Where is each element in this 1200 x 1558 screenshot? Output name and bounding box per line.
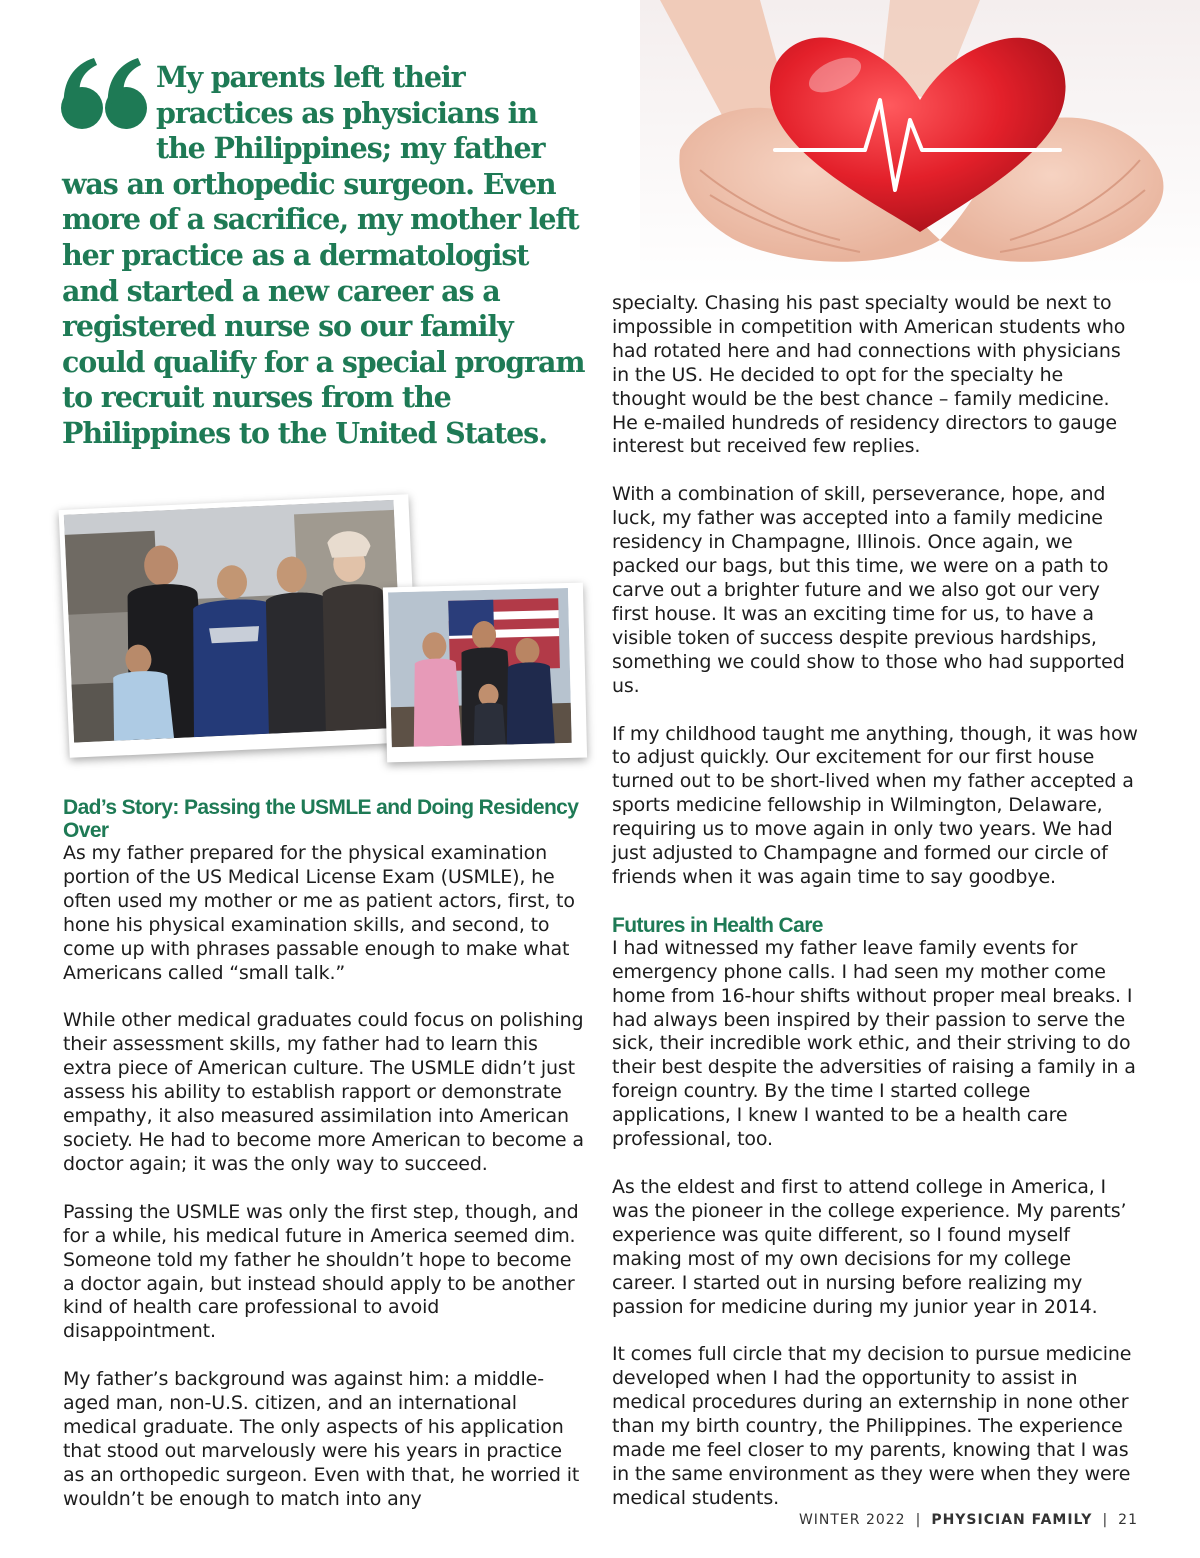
page-footer <box>799 1512 1138 1528</box>
section-heading-dads-story: Dad’s Story: Passing the USMLE and Doing Residency Over <box>63 796 579 842</box>
left-column <box>63 796 585 1512</box>
footer-separator: | <box>1102 1512 1109 1528</box>
hero-heart-image <box>640 0 1200 288</box>
paragraph: It comes full circle that my decision to pursue medicine developed when I had the opportunity to assist in medical procedures during an externship in none other than my birth country, the Philippines. The experience made me feel closer to my parents, knowing that I was in the same environment as they were when they were medical students. <box>612 1343 1132 1509</box>
paragraph: With a combination of skill, perseverance, hope, and luck, my father was accepted into a family medicine residency in Champagne, Illinois. Once again, we packed our bags, but this time, we were on a path to carve out a brighter future and we also got our very first house. It was an exciting time for us, to have a visible token of success despite previous hardships, something we could show to those who had supported us. <box>612 483 1125 697</box>
family-photo-flag <box>383 583 587 763</box>
paragraph: As the eldest and first to attend college in America, I was the pioneer in the college experience. My parents’ experience was quite different, so I found myself making most of my own decisions for my college career. I started out in nursing before realizing my passion for medicine during my junior year in 2014. <box>612 1176 1127 1318</box>
magazine-name: PHYSICIAN FAMILY <box>931 1512 1093 1528</box>
pull-quote-text: My parents left their practices as physicians in the Philippines; my father was an orthopedic surgeon. Even more of a sacrifice, my mother left her practice as a dermatologist and started a new career as a registered nurse so our family could qualify for a special program to recruit nurses from the Philippines to the United States. <box>62 60 585 450</box>
family-photo-group <box>59 494 420 758</box>
page-number: 21 <box>1118 1512 1138 1528</box>
section-heading-futures: Futures in Health Care <box>612 913 823 937</box>
paragraph: Passing the USMLE was only the first step, though, and for a while, his medical future in America seemed dim. Someone told my father he shouldn’t hope to become a doctor again, but instead should apply to be another kind of health care professional to avoid disappointment. <box>63 1200 579 1343</box>
paragraph: specialty. Chasing his past specialty would be next to impossible in competition with American students who had rotated here and had connections with physicians in the US. He decided to opt for the specialty he thought would be the best chance – family medicine. He e-mailed hundreds of residency directors to gauge interest but received few replies. <box>612 292 1126 458</box>
issue-label: WINTER 2022 <box>798 1512 906 1528</box>
paragraph: As my father prepared for the physical examination portion of the US Medical License Exam (USMLE), he often used my mother or me as patient actors, first, to hone his physical examination skills, and second, to come up with phrases passable enough to make what Americans called “small talk.” <box>63 842 575 984</box>
pull-quote <box>62 60 592 452</box>
paragraph: If my childhood taught me anything, though, it was how to adjust quickly. Our excitement for our first house turned out to be short-lived when my father accepted a sports medicine fellowship in Wilmington, Delaware, requiring us to move again in only two years. We had just adjusted to Champagne and formed our circle of friends when it was again time to say goodbye. <box>612 722 1138 888</box>
paragraph: While other medical graduates could focus on polishing their assessment skills, my father had to learn this extra piece of American culture. The USMLE didn’t just assess his ability to establish rapport or demonstrate empathy, it also measured assimilation into American society. He had to become more American to become a doctor again; it was the only way to succeed. <box>63 1009 584 1175</box>
quote-mark-icon <box>60 56 150 132</box>
footer-separator: | <box>915 1512 922 1528</box>
paragraph: My father’s background was against him: a middle-aged man, non-U.S. citizen, and an international medical graduate. The only aspects of his application that stood out marvelously were his years in practice as an orthopedic surgeon. Even with that, he worried it wouldn’t be enough to match into any <box>63 1368 580 1510</box>
right-column <box>612 292 1140 1511</box>
paragraph: I had witnessed my father leave family events for emergency phone calls. I had seen my mother come home from 16-hour shifts without proper meal breaks. I had always been inspired by their passion to serve the sick, their incredible work ethic, and their striving to do their best despite the adversities of raising a family in a foreign country. By the time I started college applications, I knew I wanted to be a health care professional, too. <box>612 936 1136 1151</box>
